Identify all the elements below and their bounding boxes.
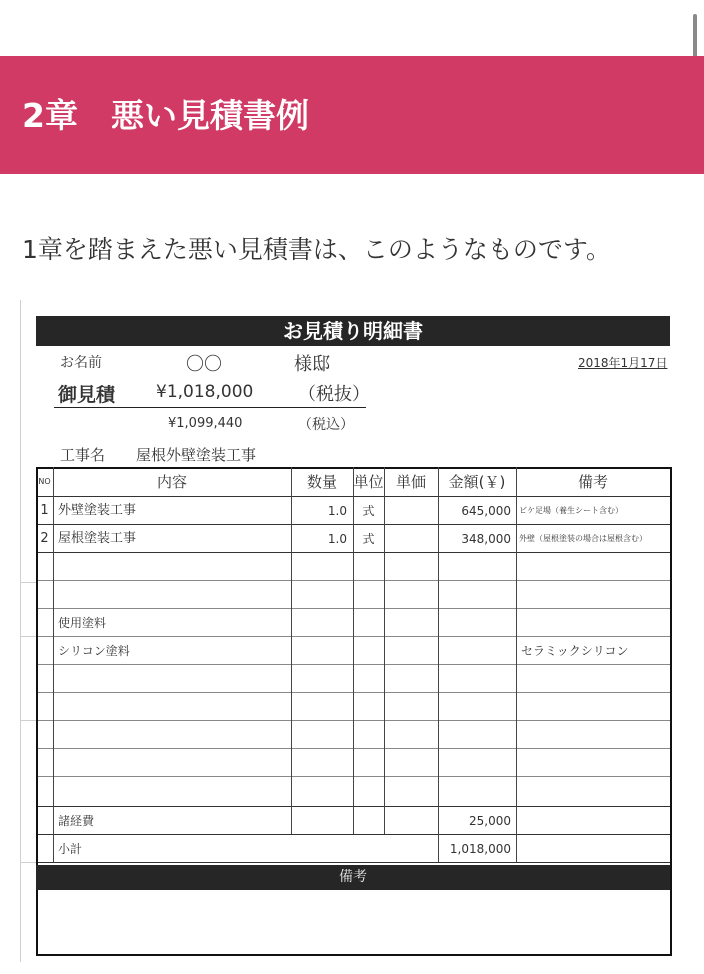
document-edge-mark xyxy=(20,582,36,583)
document-edge-mark xyxy=(20,862,36,863)
col-header-qty: 数量 xyxy=(306,473,337,491)
intro-text: 1章を踏まえた悪い見積書は、このようなものです。 xyxy=(22,235,611,264)
section-heading: 2章 悪い見積書例 xyxy=(22,96,309,135)
honorific: 様邸 xyxy=(294,354,330,375)
project-name: 屋根外壁塗装工事 xyxy=(136,446,257,464)
col-header-no: NO xyxy=(38,477,51,486)
tax-included-note: （税込） xyxy=(298,417,354,433)
paint-label: 使用塗料 xyxy=(58,616,107,630)
row-divider xyxy=(36,834,672,835)
row-remarks: ビケ足場（養生シート含む） xyxy=(519,506,623,515)
row-item: 外壁塗装工事 xyxy=(58,503,137,518)
row-item: 屋根塗装工事 xyxy=(58,531,137,546)
total-underline xyxy=(54,407,366,408)
subtotal-amount: 1,018,000 xyxy=(449,842,511,856)
document-edge-mark xyxy=(20,720,36,721)
row-divider xyxy=(36,776,672,777)
tax-excluded-note: （税抜） xyxy=(298,384,370,405)
row-unit: 式 xyxy=(362,504,375,518)
name-label: お名前 xyxy=(60,355,102,371)
misc-amount: 25,000 xyxy=(469,814,511,828)
name-value: 〇〇 xyxy=(186,354,222,375)
subtotal-label: 小計 xyxy=(58,842,83,856)
col-header-item: 内容 xyxy=(156,473,187,491)
paint-remarks: セラミックシリコン xyxy=(521,644,629,658)
row-no: 1 xyxy=(40,503,49,518)
row-divider xyxy=(36,692,672,693)
row-remarks: 外壁（屋根塗装の場合は屋根含む） xyxy=(519,534,647,543)
row-unit: 式 xyxy=(362,532,375,546)
total-label: 御見積 xyxy=(58,384,116,406)
row-divider xyxy=(36,806,672,807)
table-right-border xyxy=(670,467,672,956)
paint-item: シリコン塗料 xyxy=(58,644,130,658)
document-edge-mark xyxy=(20,636,36,637)
estimate-title: お見積り明細書 xyxy=(283,319,423,343)
misc-label: 諸経費 xyxy=(58,814,95,828)
col-header-unit-price: 単価 xyxy=(395,473,426,491)
col-header-amount: 金額(￥) xyxy=(448,473,506,491)
row-divider xyxy=(36,720,672,721)
scrollbar-thumb[interactable] xyxy=(693,14,697,62)
total-amount: ¥1,018,000 xyxy=(156,382,254,402)
row-amount: 645,000 xyxy=(461,504,511,518)
row-no: 2 xyxy=(40,531,49,546)
row-qty: 1.0 xyxy=(327,532,347,546)
row-divider xyxy=(36,862,672,863)
col-divider-amount xyxy=(516,467,517,862)
project-label: 工事名 xyxy=(60,446,106,464)
total-with-tax: ¥1,099,440 xyxy=(168,416,243,431)
col-header-remarks: 備考 xyxy=(577,473,608,491)
col-divider-unit xyxy=(384,467,385,834)
col-divider-no xyxy=(53,467,54,862)
col-header-unit: 単位 xyxy=(353,473,384,491)
row-divider xyxy=(36,580,672,581)
row-divider xyxy=(36,748,672,749)
row-amount: 348,000 xyxy=(461,532,511,546)
row-divider xyxy=(36,608,672,609)
row-qty: 1.0 xyxy=(327,504,347,518)
remarks-title: 備考 xyxy=(339,869,367,885)
table-bottom-border xyxy=(36,954,672,956)
estimate-date: 2018年1月17日 xyxy=(578,356,668,370)
